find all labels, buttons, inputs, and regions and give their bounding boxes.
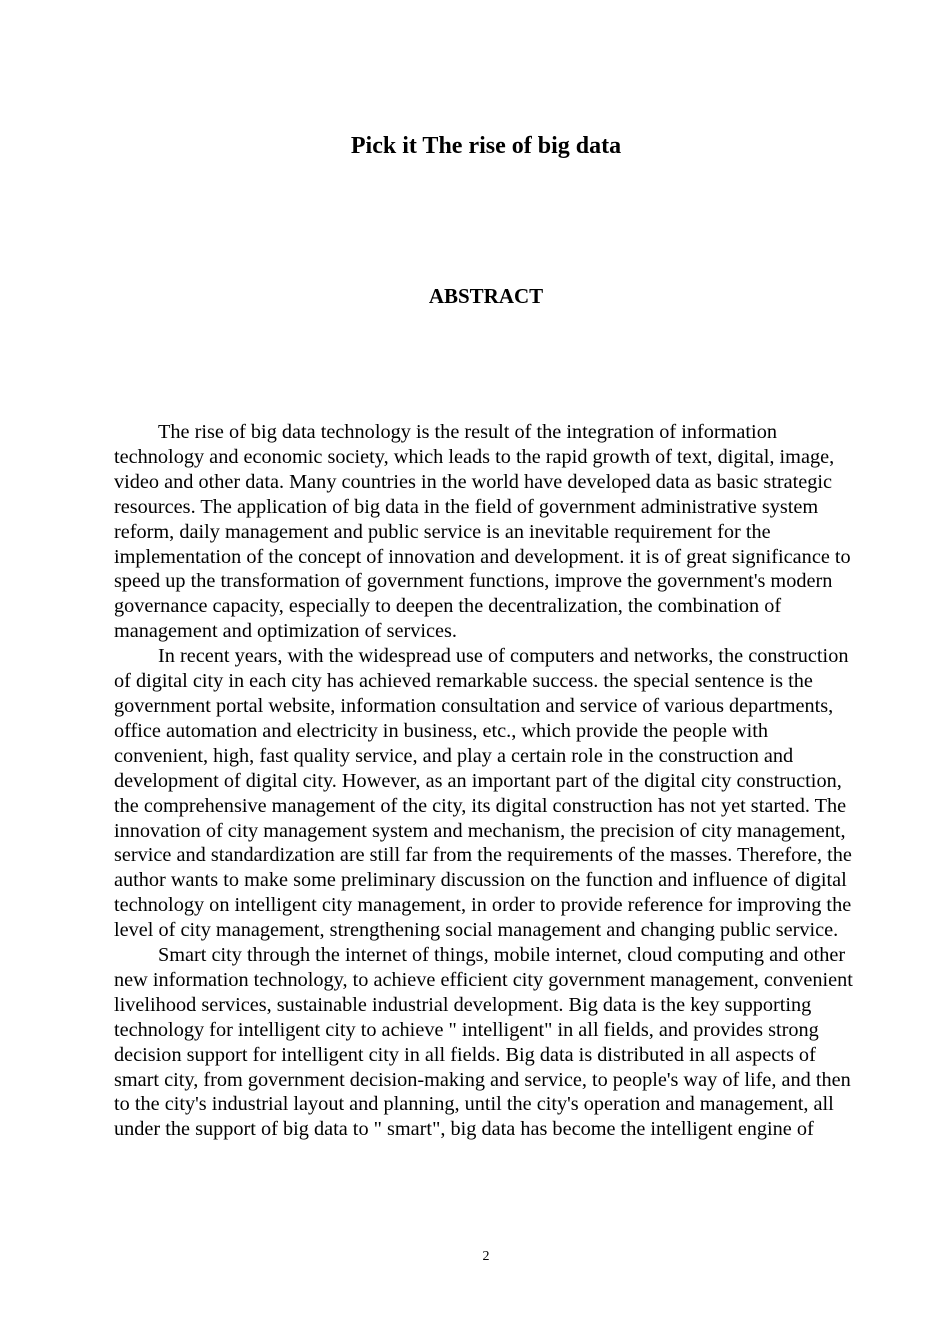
- paragraph: Smart city through the internet of things, mobile internet, cloud computing and other new information technology, to achieve efficient city government management, convenient livelihood services, sustainable industrial development. Big data is the key supporting technology for intelligent city to achieve " intelligent" in all fields, and provides strong decision support for intelligent city in all fields. Big data is distributed in all aspects of smart city, from government decision-making and service, to people's way of life, and then to the city's industrial layout and planning, until the city's operation and management, all under the support of big data to " smart", big data has become the intelligent engine of: [114, 944, 853, 1141]
- abstract-heading: ABSTRACT: [428, 284, 544, 308]
- paragraph: In recent years, with the widespread use of computers and networks, the construction of digital city in each city has achieved remarkable success. the special sentence is the government portal website, information consultation and service of various departments, office automation and electricity in business, etc., which provide the people with convenient, high, fast quality service, and play a certain role in the construction and development of digital city. However, as an important part of the digital city construction, the comprehensive management of the city, its digital construction has not yet started. The innovation of city management system and mechanism, the precision of city management, service and standardization are still far from the requirements of the masses. Therefore, the author wants to make some preliminary discussion on the function and influence of digital technology on intelligent city management, in order to provide reference for improving the level of city management, strengthening social management and changing public service.: [114, 645, 852, 942]
- paragraph: The rise of big data technology is the result of the integration of information technology and economic society, which leads to the rapid growth of text, digital, image, video and other data. Many countries in the world have developed data as basic strategic resources. The application of big data in the field of government administrative system reform, daily management and public service is an inevitable requirement for the implementation of the concept of innovation and development. it is of great significance to speed up the transformation of government functions, improve the government's modern governance capacity, especially to deepen the decentralization, the combination of management and optimization of services.: [114, 421, 851, 643]
- abstract-body: [114, 420, 860, 1142]
- page-number: 2: [482, 1249, 490, 1264]
- document-title: Pick it The rise of big data: [350, 133, 622, 159]
